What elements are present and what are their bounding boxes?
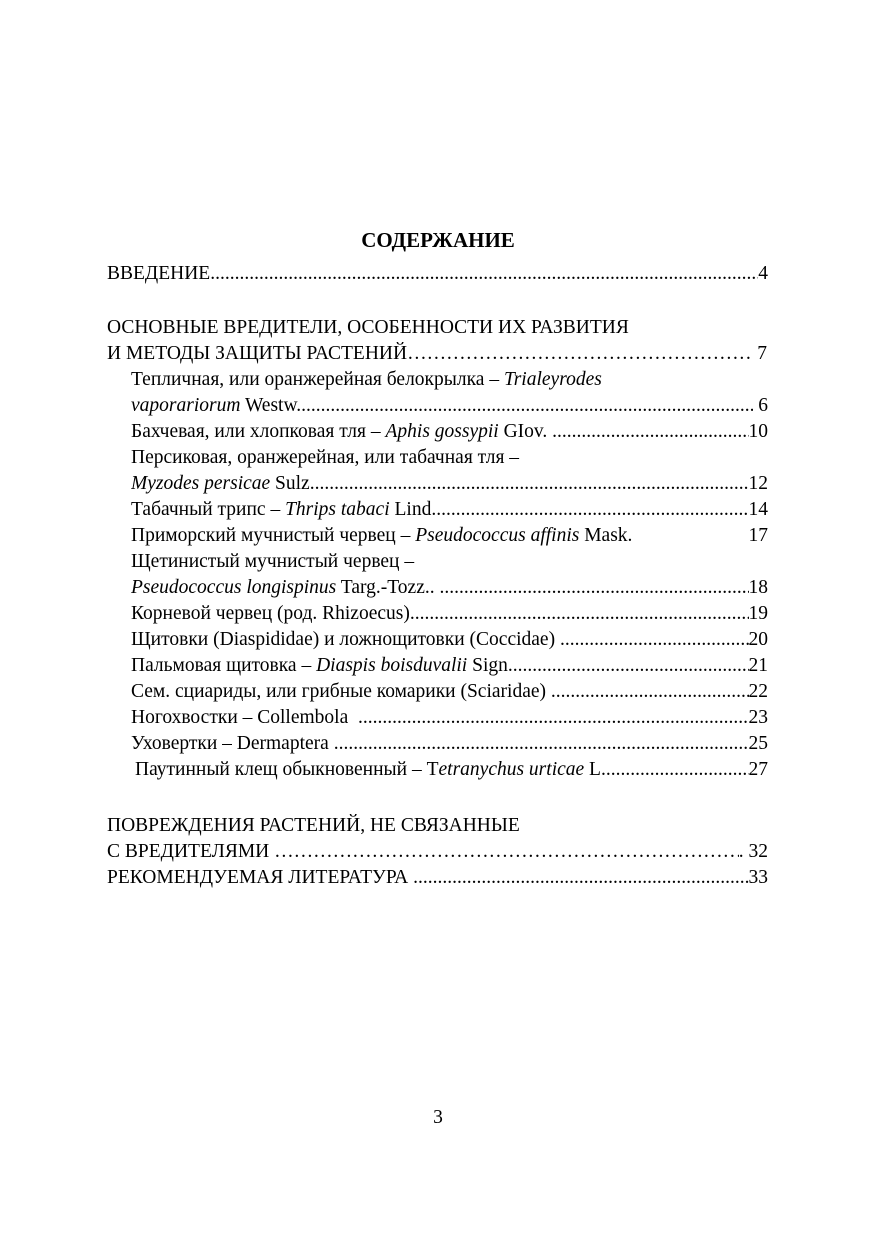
dot-leader <box>315 471 749 497</box>
toc-item[interactable] <box>131 679 768 705</box>
toc-label: Табачный трипс – <box>131 499 286 520</box>
toc-page: 21 <box>748 655 768 676</box>
toc-page: 12 <box>748 473 768 494</box>
toc-label: Сем. сциариды, или грибные комарики (Sciaridae) <box>131 681 551 702</box>
species-name: Pseudococcus longispinus <box>131 577 337 598</box>
toc-page: 14 <box>748 499 768 520</box>
toc-page: 17 <box>748 525 768 546</box>
toc-page: 18 <box>748 577 768 598</box>
toc-label: GIov. <box>498 421 553 442</box>
toc-label: ПОВРЕЖДЕНИЯ РАСТЕНИЙ, НЕ СВЯЗАННЫЕ <box>107 815 520 836</box>
toc-label: Уховертки – Dermaptera <box>131 733 334 754</box>
dot-leader <box>410 601 749 627</box>
toc-section2-line2[interactable] <box>107 839 768 865</box>
toc-page: . 32 <box>738 841 768 862</box>
toc-section1-line2[interactable] <box>107 341 767 367</box>
toc-entry-literature[interactable] <box>107 865 768 891</box>
toc-item[interactable] <box>131 575 768 601</box>
page-title: СОДЕРЖАНИЕ <box>361 228 515 252</box>
toc-label: Щетинистый мучнистый червец – <box>131 551 415 572</box>
toc-label: И МЕТОДЫ ЗАЩИТЫ РАСТЕНИЙ <box>107 343 408 364</box>
species-name: etranychus urticae <box>438 759 585 780</box>
toc-item[interactable] <box>131 445 768 471</box>
toc-label: Sign. <box>467 655 513 676</box>
dot-leader <box>358 705 749 731</box>
toc-label: Westw. <box>240 395 302 416</box>
toc-label: Паутинный клещ обыкновенный – T <box>135 759 439 780</box>
toc-entry-intro[interactable] <box>107 261 768 287</box>
toc-page: 10 <box>748 421 768 442</box>
toc-page: 7 <box>757 343 767 364</box>
toc-item[interactable] <box>131 497 768 523</box>
dot-leader <box>601 757 749 783</box>
species-name: Trialeyrodes <box>503 369 602 390</box>
toc-page: 20 <box>748 629 768 650</box>
species-name: Pseudococcus affinis <box>415 525 580 546</box>
toc-page: 22 <box>748 681 768 702</box>
toc-section2-line1[interactable] <box>107 813 768 839</box>
dot-leader <box>513 653 749 679</box>
dot-leader <box>551 679 749 705</box>
ellipsis-leader <box>274 839 739 865</box>
toc-item[interactable] <box>131 549 768 575</box>
toc-item[interactable] <box>131 523 768 549</box>
toc-label: Бахчевая, или хлопковая тля – <box>131 421 386 442</box>
toc-label: Щитовки (Diaspididae) и ложнощитовки (Coccidae) <box>131 629 560 650</box>
toc-label: ВВЕДЕНИЕ <box>107 263 211 284</box>
page-number: 3 <box>433 1107 443 1128</box>
toc-item[interactable] <box>131 393 768 419</box>
toc-page: 33 <box>748 867 768 888</box>
dot-leader <box>436 497 748 523</box>
toc-page: 4 <box>758 263 768 284</box>
dot-leader <box>440 575 749 601</box>
toc-item[interactable] <box>131 419 768 445</box>
toc-label: Ногохвостки – Collembola <box>131 707 358 728</box>
toc-label: Lind. <box>389 499 437 520</box>
toc-label: Корневой червец (род. Rhizoecus) <box>131 603 410 624</box>
toc-section1-line1[interactable] <box>107 315 768 341</box>
toc-item[interactable] <box>131 601 768 627</box>
toc-label: Персиковая, оранжерейная, или табачная тля – <box>131 447 520 468</box>
toc-label: Sulz. <box>270 473 315 494</box>
toc-page: 27 <box>748 759 768 780</box>
species-name: Aphis gossypii <box>385 421 499 442</box>
toc-label: РЕКОМЕНДУЕМАЯ ЛИТЕРАТУРА <box>107 867 414 888</box>
toc-label: Targ.-Tozz.. <box>336 577 440 598</box>
dot-leader <box>334 731 749 757</box>
toc-item[interactable] <box>135 757 768 783</box>
toc-page: 19 <box>748 603 768 624</box>
toc-item[interactable] <box>131 731 768 757</box>
toc-label: Тепличная, или оранжерейная белокрылка – <box>131 369 504 390</box>
dot-leader <box>210 261 758 287</box>
dot-leader <box>301 393 753 419</box>
dot-leader <box>560 627 749 653</box>
toc-label: Пальмовая щитовка – <box>131 655 317 676</box>
toc-label: L <box>584 759 601 780</box>
species-name: vaporariorum <box>131 395 241 416</box>
species-name: Thrips tabaci <box>285 499 390 520</box>
species-name: Myzodes persicae <box>131 473 271 494</box>
ellipsis-leader <box>407 341 752 367</box>
toc-page: 6 <box>758 395 768 416</box>
toc-item[interactable] <box>131 653 768 679</box>
species-name: Diaspis boisduvalii <box>316 655 468 676</box>
toc-page: 23 <box>748 707 768 728</box>
dot-leader <box>413 865 748 891</box>
toc-label: ОСНОВНЫЕ ВРЕДИТЕЛИ, ОСОБЕННОСТИ ИХ РАЗВИТИЯ <box>107 317 629 338</box>
toc-label: Приморский мучнистый червец – <box>131 525 416 546</box>
toc-label: Mask. <box>579 525 633 546</box>
toc-label: С ВРЕДИТЕЛЯМИ <box>107 841 275 862</box>
toc-item[interactable] <box>131 705 768 731</box>
toc-page: 25 <box>748 733 768 754</box>
dot-leader <box>552 419 748 445</box>
toc-item[interactable] <box>131 367 768 393</box>
toc-item[interactable] <box>131 471 768 497</box>
toc-item[interactable] <box>131 627 768 653</box>
